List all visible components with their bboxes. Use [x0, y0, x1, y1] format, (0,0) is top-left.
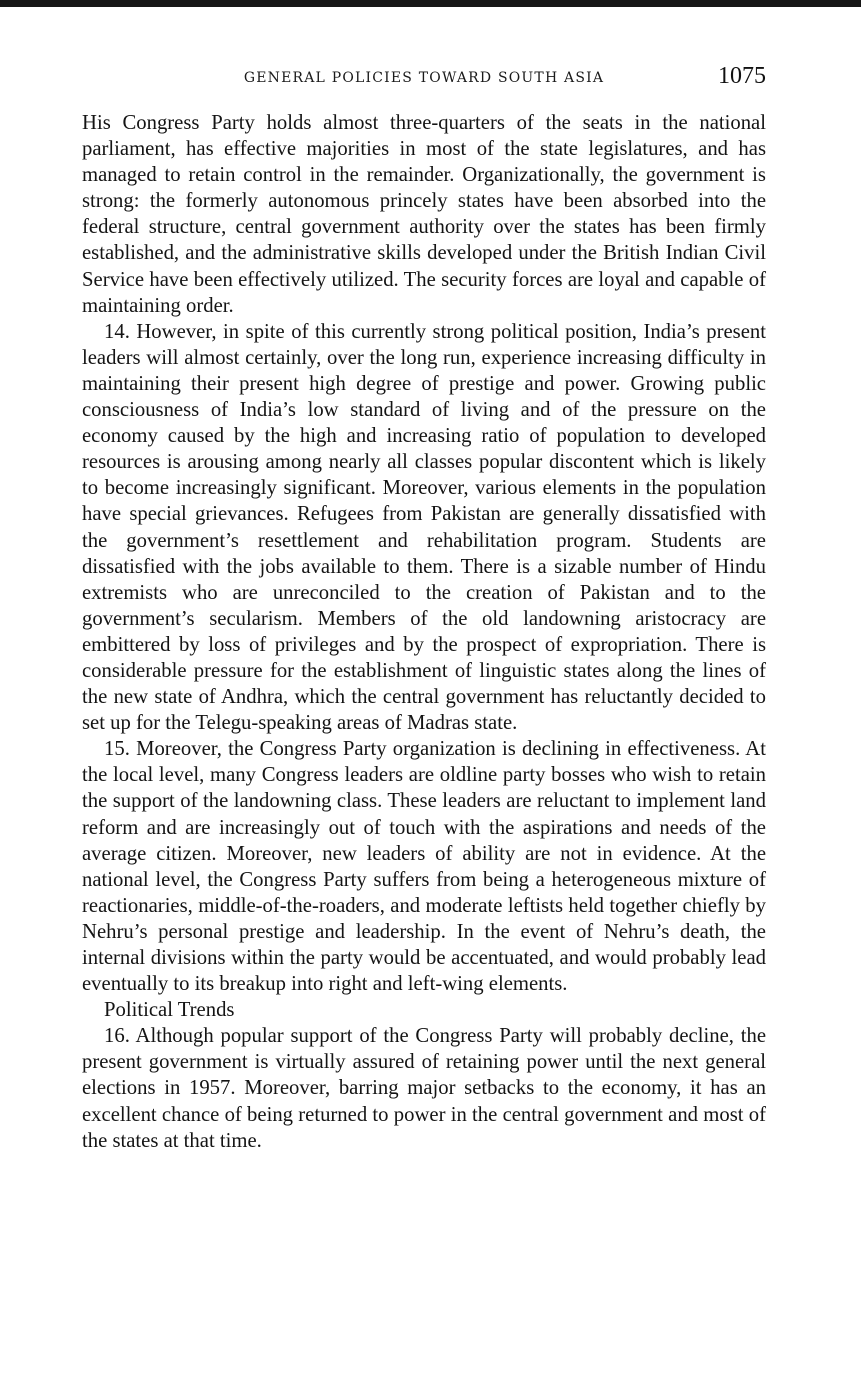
page-number: 1075 — [718, 63, 766, 89]
body-text — [82, 110, 766, 1154]
paragraph-16: 16. Although popular support of the Congress Party will probably decline, the present government is virtually assured of retaining power until the next general elections in 1957. Moreover, barring major setbacks to the economy, it has an excellent chance of being returned to power in the central government and most of the states at that time. — [82, 1025, 766, 1152]
paragraph-15: 15. Moreover, the Congress Party organization is declining in effectiveness. At the local level, many Congress leaders are oldline party bosses who wish to retain the support of the landowning class. These leaders are reluctant to implement land reform and are increasingly out of touch with the aspirations and needs of the average citizen. Moreover, new leaders of ability are not in evidence. At the national level, the Congress Party suffers from being a heterogeneous mixture of reactionaries, middle-of-the-roaders, and moderate leftists held together chiefly by Nehru’s personal prestige and leadership. In the event of Nehru’s death, the internal divisions within the party would be accentuated, and would probably lead eventually to its breakup into right and left-wing elements. — [82, 738, 766, 996]
paragraph-continued: His Congress Party holds almost three-quarters of the seats in the national parliament, has effective majorities in most of the state legislatures, and has managed to retain control in the remainder. Organizationally, the government is strong: the formerly autonomous princely states have been absorbed into the federal structure, central government authority over the states has been firmly established, and the administrative skills developed under the British Indian Civil Service have been effectively utilized. The security forces are loyal and capable of maintaining order. — [82, 112, 766, 317]
paragraph-14: 14. However, in spite of this currently strong political position, India’s present leaders will almost certainly, over the long run, experience increasing difficulty in maintaining their present high degree of prestige and power. Growing public consciousness of India’s low standard of living and of the pressure on the economy caused by the high and increasing ratio of population to developed resources is arousing among nearly all classes popular discontent which is likely to become increasingly significant. Moreover, various elements in the population have special grievances. Refugees from Pakistan are generally dissatisfied with the government’s resettlement and rehabilitation program. Students are dissatisfied with the jobs available to them. There is a sizable number of Hindu extremists who are unreconciled to the creation of Pakistan and to the government’s secularism. Members of the old landowning aristocracy are embittered by loss of privileges and by the prospect of expropriation. There is considerable pressure for the establishment of linguistic states along the lines of the new state of Andhra, which the central government has reluctantly decided to set up for the Telegu-speaking areas of Madras state. — [82, 320, 766, 735]
section-heading: Political Trends — [104, 999, 235, 1022]
page-header — [82, 63, 766, 97]
top-border-rule — [0, 0, 861, 7]
running-head: GENERAL POLICIES TOWARD SOUTH ASIA — [243, 70, 605, 86]
